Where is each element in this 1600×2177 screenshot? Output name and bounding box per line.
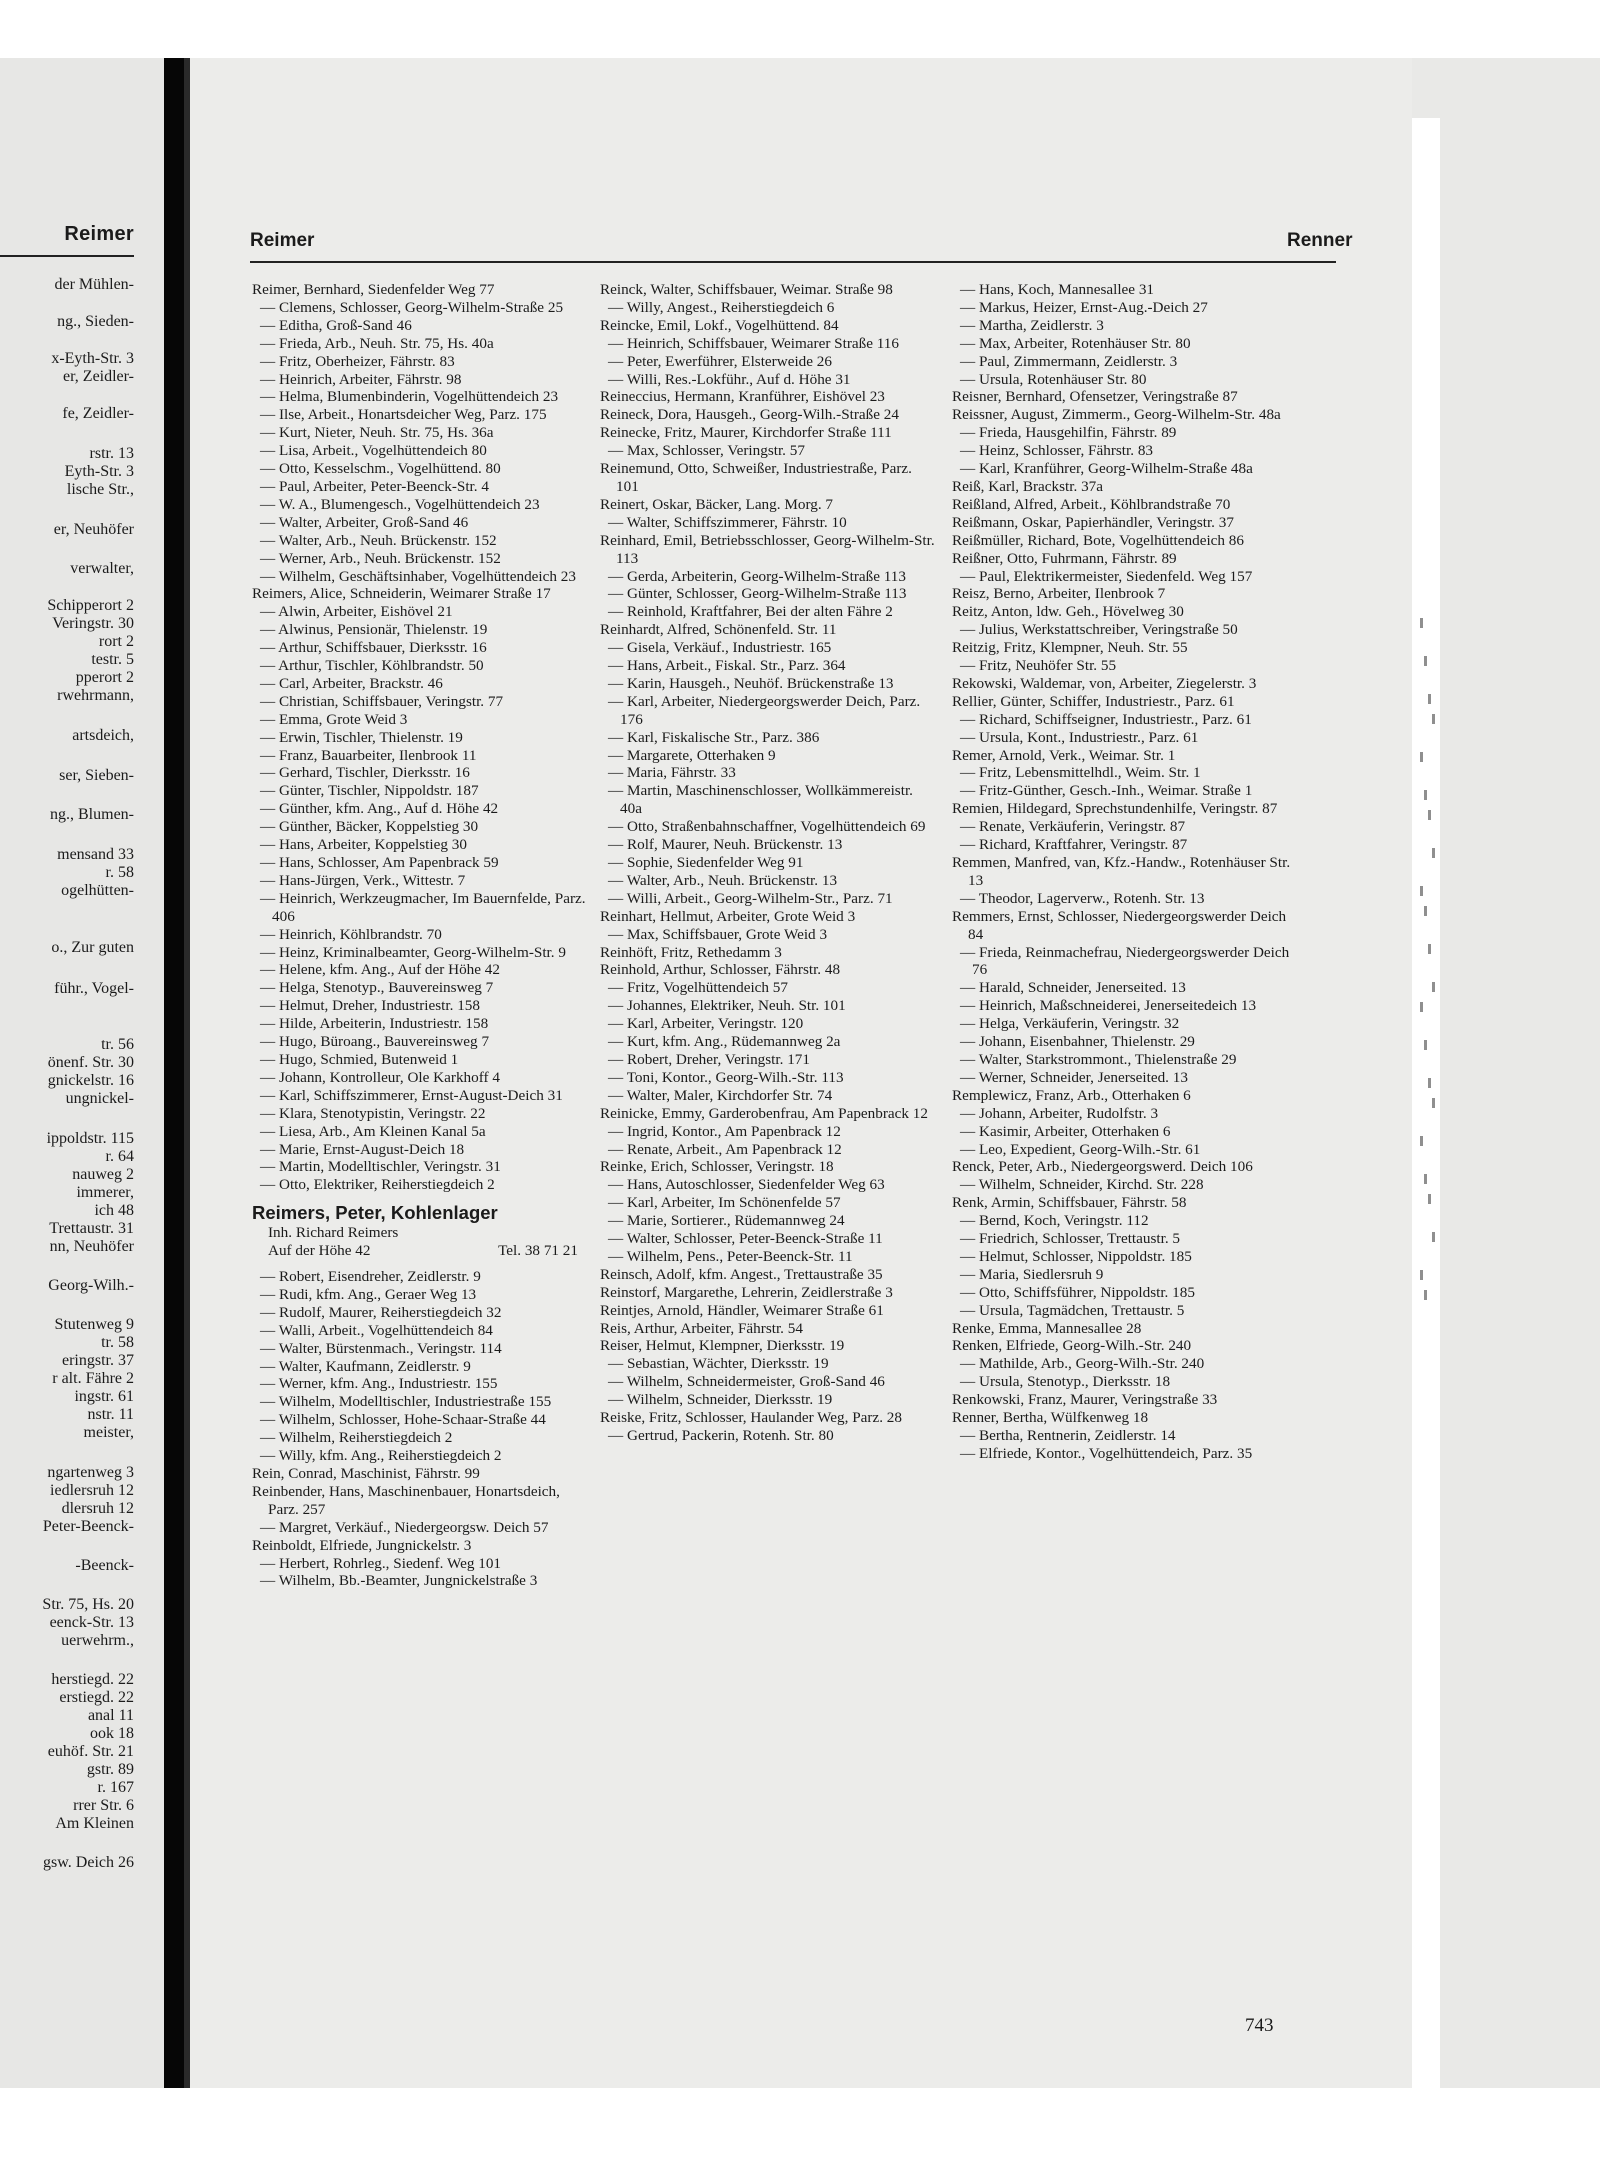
directory-subentry: — Fritz, Vogelhüttendeich 57 [608,979,788,997]
previous-page-fragment: Eyth-Str. 3 [64,463,134,480]
directory-entry: Renke, Emma, Mannesallee 28 [952,1319,1142,1337]
directory-subentry: — Peter, Ewerführer, Elsterweide 26 [608,352,832,370]
previous-page-fragment: dlersruh 12 [61,1500,134,1517]
directory-subentry: — Bernd, Koch, Veringstr. 112 [960,1212,1149,1230]
directory-subentry: — Karl, Arbeiter, Niedergeorgswerder Deich, Parz. 176 [608,692,921,728]
directory-subentry: — Renate, Arbeit., Am Papenbrack 12 [608,1140,842,1158]
directory-subentry: — Walter, Arbeiter, Groß-Sand 46 [260,513,469,531]
directory-subentry: — Heinrich, Werkzeugmacher, Im Bauernfelde, Parz. 406 [260,889,586,925]
previous-page-fragment: eringstr. 37 [62,1352,134,1369]
directory-subentry: — Frieda, Reinmachefrau, Niedergeorgswerder Deich 76 [960,943,1290,979]
directory-entry: Reineck, Dora, Hausgeh., Georg-Wilh.-Straße 24 [600,406,899,424]
previous-page-fragment: herstiegd. 22 [51,1671,134,1688]
previous-page-fragment: nn, Neuhöfer [49,1238,134,1255]
directory-subentry: — Kasimir, Arbeiter, Otterhaken 6 [960,1122,1171,1140]
directory-subentry: — Carl, Arbeiter, Brackstr. 46 [260,674,443,692]
previous-page-fragment: nauweg 2 [72,1166,134,1183]
previous-page-fragment: -Beenck- [75,1557,134,1574]
directory-subentry: — Willy, kfm. Ang., Reiherstiegdeich 2 [260,1447,502,1465]
directory-subentry: — Rudi, kfm. Ang., Geraer Weg 13 [260,1285,477,1303]
directory-entry: Reincke, Emil, Lokf., Vogelhüttend. 84 [600,316,839,334]
directory-subentry: — Marie, Sortierer., Rüdemannweg 24 [608,1212,845,1230]
previous-page-fragment: rort 2 [98,633,134,650]
directory-subentry: — Walter, Schlosser, Peter-Beenck-Straße 11 [608,1230,883,1248]
previous-page-fragment: gnickelstr. 16 [47,1072,134,1089]
directory-entry: Remmers, Ernst, Schlosser, Niedergeorgswerder Deich 84 [952,907,1287,943]
previous-page-fragment: uerwehrm., [61,1632,134,1649]
directory-subentry: — Maria, Siedlersruh 9 [960,1265,1104,1283]
bleed-mark [1424,790,1427,800]
previous-page-fragment: ook 18 [90,1725,134,1742]
directory-entry: Renner, Bertha, Wülfkenweg 18 [952,1409,1149,1427]
directory-subentry: — Hilde, Arbeiterin, Industriestr. 158 [260,1015,489,1033]
previous-page-fragment: önenf. Str. 30 [47,1054,134,1071]
directory-entry: Reinert, Oskar, Bäcker, Lang. Morg. 7 [600,495,834,513]
directory-subentry: — Hans, Arbeiter, Koppelstieg 30 [260,836,467,854]
directory-subentry: — Wilhelm, Modelltischler, Industriestraße 155 [260,1393,552,1411]
directory-subentry: — Otto, Elektriker, Reiherstiegdeich 2 [260,1176,495,1194]
previous-page-fragment: o., Zur guten [51,939,134,956]
previous-page-fragment: der Mühlen- [54,276,134,293]
directory-subentry: — Walter, Schiffszimmerer, Fährstr. 10 [608,513,847,531]
previous-page-fragment: mensand 33 [57,846,134,863]
directory-subentry: — Martha, Zeidlerstr. 3 [960,316,1104,334]
previous-page-fragment: iedlersruh 12 [50,1482,134,1499]
directory-subentry: — Ursula, Rotenhäuser Str. 80 [960,370,1147,388]
directory-subentry: — Christian, Schiffsbauer, Veringstr. 77 [260,692,504,710]
previous-page-fragment: erstiegd. 22 [59,1689,134,1706]
directory-entry: Reinboldt, Elfriede, Jungnickelstr. 3 [252,1536,472,1554]
previous-page-fragment: ng., Sieden- [57,313,134,330]
directory-subentry: — Martin, Maschinenschlosser, Wollkämmereistr. 40a [608,782,913,818]
previous-page-fragment: r. 167 [97,1779,134,1796]
column-1 [252,281,586,1590]
directory-subentry: — Wilhelm, Schneider, Dierksstr. 19 [608,1391,833,1409]
directory-subentry: — Johann, Kontrolleur, Ole Karkhoff 4 [260,1068,500,1086]
directory-entry: Reinck, Walter, Schiffsbauer, Weimar. Straße 98 [600,281,893,298]
directory-subentry: — Karin, Hausgeh., Neuhöf. Brückenstraße 13 [608,674,894,692]
directory-subentry: — Willi, Arbeit., Georg-Wilhelm-Str., Parz. 71 [608,889,893,907]
directory-subentry: — Richard, Kraftfahrer, Veringstr. 87 [960,836,1188,854]
directory-entry: Reinemund, Otto, Schweißer, Industriestraße, Parz. 101 [600,460,912,495]
directory-subentry: — Wilhelm, Reiherstiegdeich 2 [260,1429,453,1447]
previous-page-fragment: ogelhütten- [61,882,134,899]
directory-subentry: — Martin, Modelltischler, Veringstr. 31 [260,1158,501,1176]
directory-entry: Rellier, Günter, Schiffer, Industriestr., Parz. 61 [952,692,1235,710]
directory-subentry: — Margarete, Otterhaken 9 [608,746,776,764]
directory-entry: Reinhold, Arthur, Schlosser, Fährstr. 48 [600,961,841,979]
directory-entry: Reinsch, Adolf, kfm. Angest., Trettaustraße 35 [600,1265,883,1283]
directory-subentry: — Mathilde, Arb., Georg-Wilh.-Str. 240 [960,1355,1205,1373]
directory-subentry: — Günther, Bäcker, Koppelstieg 30 [260,818,479,836]
bleed-mark [1432,848,1435,858]
directory-subentry: — Heinrich, Arbeiter, Fährstr. 98 [260,370,462,388]
directory-subentry: — Helmut, Schlosser, Nippoldstr. 185 [960,1247,1192,1265]
previous-page-fragment: Trettaustr. 31 [49,1220,134,1237]
directory-subentry: — Fritz, Lebensmittelhdl., Weim. Str. 1 [960,764,1201,782]
directory-subentry: — Günter, Schlosser, Georg-Wilhelm-Straße 113 [608,585,907,603]
directory-subentry: — Helene, kfm. Ang., Auf der Höhe 42 [260,961,500,979]
directory-subentry: — Walter, Arb., Neuh. Brückenstr. 13 [608,871,838,889]
directory-entry: Reintjes, Arnold, Händler, Weimarer Straße 61 [600,1301,884,1319]
directory-subentry: — Heinrich, Maßschneiderei, Jenerseitedeich 13 [960,997,1257,1015]
directory-subentry: — Günther, kfm. Ang., Auf d. Höhe 42 [260,800,499,818]
directory-subentry: — Hugo, Schmied, Butenweid 1 [260,1050,459,1068]
directory-subentry: — Arthur, Tischler, Köhlbrandstr. 50 [260,657,484,675]
directory-entry: Renkowski, Franz, Maurer, Veringstraße 33 [952,1391,1218,1409]
next-page-bleed [1420,618,1444,1338]
directory-entry: Reinecke, Fritz, Maurer, Kirchdorfer Straße 111 [600,424,892,442]
directory-subentry: — Paul, Zimmermann, Zeidlerstr. 3 [960,352,1178,370]
previous-page-rule [0,255,134,257]
directory-subentry: — Karl, Kranführer, Georg-Wilhelm-Straße 48a [960,460,1253,478]
directory-subentry: — Sebastian, Wächter, Dierksstr. 19 [608,1355,829,1373]
previous-page-fragment: immerer, [76,1184,134,1201]
book-spine [164,58,184,2088]
directory-subentry: — Hans-Jürgen, Verk., Wittestr. 7 [260,871,466,889]
previous-page-fragment: Schipperort 2 [47,597,134,614]
directory-subentry: — Max, Schiffsbauer, Grote Weid 3 [608,925,828,943]
directory-subentry: — Bertha, Rentnerin, Zeidlerstr. 14 [960,1427,1176,1444]
directory-entry: Reineccius, Hermann, Kranführer, Eishövel 23 [600,388,885,406]
bleed-mark [1420,618,1423,628]
directory-subentry: — Hugo, Büroang., Bauvereinsweg 7 [260,1033,490,1051]
previous-page-fragment: anal 11 [87,1707,134,1724]
bleed-mark [1424,1174,1427,1184]
previous-page-fragment: rwehrmann, [57,687,134,704]
directory-entry: Remplewicz, Franz, Arb., Otterhaken 6 [952,1086,1191,1104]
directory-subentry: — Wilhelm, Schneider, Kirchd. Str. 228 [960,1176,1204,1194]
directory-subentry: — Heinrich, Köhlbrandstr. 70 [260,925,442,943]
previous-page-fragment: rrer Str. 6 [73,1797,134,1814]
directory-subentry: — Walter, Arb., Neuh. Brückenstr. 152 [260,531,497,549]
directory-subentry: — Herbert, Rohrleg., Siedenf. Weg 101 [260,1554,502,1572]
directory-subentry: — Walter, Starkstrommont., Thielenstraße 29 [960,1050,1237,1068]
directory-subentry: — W. A., Blumengesch., Vogelhüttendeich 23 [260,495,540,513]
bleed-mark [1420,752,1423,762]
directory-subentry: — Wilhelm, Geschäftsinhaber, Vogelhüttendeich 23 [260,567,576,585]
directory-subentry: — Ursula, Stenotyp., Dierksstr. 18 [960,1373,1171,1391]
directory-subentry: — Richard, Schiffseigner, Industriestr., Parz. 61 [960,710,1252,728]
directory-subentry: — Wilhelm, Schneidermeister, Groß-Sand 46 [608,1373,885,1391]
directory-subentry: — Paul, Elektrikermeister, Siedenfeld. Weg 157 [960,567,1253,585]
directory-subentry: — Robert, Dreher, Veringstr. 171 [608,1050,810,1068]
directory-entry: Reißland, Alfred, Arbeit., Köhlbrandstraße 70 [952,495,1231,513]
firm-listing [252,1202,586,1260]
directory-subentry: — Ilse, Arbeit., Honartsdeicher Weg, Parz. 175 [260,406,547,424]
directory-subentry: — Max, Schlosser, Veringstr. 57 [608,442,805,460]
previous-page-fragment: verwalter, [70,560,134,577]
directory-subentry: — Johann, Eisenbahner, Thielenstr. 29 [960,1033,1195,1051]
firm-address-line [252,1242,586,1260]
previous-page-fragment: pperort 2 [75,669,134,686]
previous-page-fragment: gsw. Deich 26 [43,1854,134,1871]
directory-subentry: — Editha, Groß-Sand 46 [260,316,412,334]
previous-page-fragment: fe, Zeidler- [62,405,134,422]
directory-page [190,58,1412,2088]
directory-subentry: — Harald, Schneider, Jenerseited. 13 [960,979,1186,997]
previous-page-fragment: ngartenweg 3 [47,1464,134,1481]
directory-subentry: — Rudolf, Maurer, Reiherstiegdeich 32 [260,1303,502,1321]
directory-subentry: — Werner, Schneider, Jenerseited. 13 [960,1068,1188,1086]
directory-subentry: — Gerhard, Tischler, Dierksstr. 16 [260,764,470,782]
directory-subentry: — Emma, Grote Weid 3 [260,710,408,728]
book-scan [0,58,1600,2088]
directory-entry: Reimers, Alice, Schneiderin, Weimarer Straße 17 [252,585,551,603]
bleed-mark [1432,714,1435,724]
directory-subentry: — Lisa, Arbeit., Vogelhüttendeich 80 [260,442,487,460]
directory-subentry: — Fritz, Neuhöfer Str. 55 [960,657,1117,675]
header-rule [250,261,1336,263]
header-right: Renner [1287,230,1353,251]
directory-subentry: — Hans, Koch, Mannesallee 31 [960,281,1155,298]
directory-subentry: — Werner, kfm. Ang., Industriestr. 155 [260,1375,498,1393]
previous-page-fragment: ng., Blumen- [50,806,134,823]
directory-subentry: — Rolf, Maurer, Neuh. Brückenstr. 13 [608,836,843,854]
directory-entry: Reinicke, Emmy, Garderobenfrau, Am Papenbrack 12 [600,1104,928,1122]
directory-subentry: — Frieda, Arb., Neuh. Str. 75, Hs. 40a [260,334,494,352]
directory-entry: Reiß, Karl, Brackstr. 37a [952,477,1103,495]
directory-entry: Reisner, Bernhard, Ofensetzer, Veringstraße 87 [952,388,1238,406]
previous-page-fragment: nstr. 11 [87,1406,134,1423]
directory-subentry: — Wilhelm, Pens., Peter-Beenck-Str. 11 [608,1247,853,1265]
directory-subentry: — Willi, Res.-Lokführ., Auf d. Höhe 31 [608,370,851,388]
directory-entry: Reißmann, Oskar, Papierhändler, Veringstr. 37 [952,513,1234,531]
bleed-mark [1428,1194,1431,1204]
directory-subentry: — Fritz, Oberheizer, Fährstr. 83 [260,352,455,370]
directory-subentry: — Klara, Stenotypistin, Veringstr. 22 [260,1104,486,1122]
previous-page-fragment: er, Zeidler- [63,368,134,385]
directory-subentry: — Willy, Angest., Reiherstiegdeich 6 [608,298,835,316]
directory-subentry: — Elfriede, Kontor., Vogelhüttendeich, Parz. 35 [960,1444,1253,1462]
previous-page-margin [0,58,186,2088]
previous-page-fragment: euhöf. Str. 21 [47,1743,134,1760]
directory-subentry: — Margret, Verkäuf., Niedergeorgsw. Deich 57 [260,1518,549,1536]
previous-page-fragment: er, Neuhöfer [53,521,134,538]
directory-entry: Reinke, Erich, Schlosser, Veringstr. 18 [600,1158,834,1176]
directory-entry: Renck, Peter, Arb., Niedergeorgswerd. Deich 106 [952,1158,1253,1176]
directory-subentry: — Erwin, Tischler, Thielenstr. 19 [260,728,463,746]
previous-page-fragment: gstr. 89 [86,1761,134,1778]
bleed-mark [1420,1136,1423,1146]
directory-subentry: — Wilhelm, Schlosser, Hohe-Schaar-Straße 44 [260,1411,546,1429]
directory-entry: Reitzig, Fritz, Klempner, Neuh. Str. 55 [952,639,1188,657]
previous-page-fragment: x-Eyth-Str. 3 [51,350,134,367]
directory-entry: Rein, Conrad, Maschinist, Fährstr. 99 [252,1465,480,1482]
directory-subentry: — Clemens, Schlosser, Georg-Wilhelm-Straße 25 [260,298,564,316]
directory-entry: Renk, Armin, Schiffsbauer, Fährstr. 58 [952,1194,1187,1212]
directory-entry: Remmen, Manfred, van, Kfz.-Handw., Rotenhäuser Str. 13 [952,854,1291,889]
directory-subentry: — Heinz, Schlosser, Fährstr. 83 [960,442,1154,460]
directory-entry: Rekowski, Waldemar, von, Arbeiter, Ziegelerstr. 3 [952,674,1257,692]
directory-entry: Reis, Arthur, Arbeiter, Fährstr. 54 [600,1319,803,1337]
directory-subentry: — Walter, Maler, Kirchdorfer Str. 74 [608,1086,833,1104]
directory-subentry: — Frieda, Hausgehilfin, Fährstr. 89 [960,424,1177,442]
previous-page-fragment: ungnickel- [65,1090,134,1107]
directory-subentry: — Helmut, Dreher, Industriestr. 158 [260,997,480,1015]
previous-page-fragment: r alt. Fähre 2 [52,1370,134,1387]
directory-entry: Reissner, August, Zimmerm., Georg-Wilhelm-Str. 48a [952,406,1281,424]
directory-subentry: — Hans, Arbeit., Fiskal. Str., Parz. 364 [608,657,846,675]
previous-page-fragment: Stutenweg 9 [54,1316,134,1333]
bleed-mark [1428,810,1431,820]
directory-subentry: — Heinz, Kriminalbeamter, Georg-Wilhelm-Str. 9 [260,943,566,961]
previous-page-fragment: ippoldstr. 115 [46,1130,134,1147]
bleed-mark [1424,1290,1427,1300]
directory-subentry: — Karl, Schiffszimmerer, Ernst-August-Deich 31 [260,1086,563,1104]
directory-subentry: — Günter, Tischler, Nippoldstr. 187 [260,782,479,800]
directory-subentry: — Wilhelm, Bb.-Beamter, Jungnickelstraße 3 [260,1572,538,1590]
directory-subentry: — Marie, Ernst-August-Deich 18 [260,1140,465,1158]
bleed-mark [1432,982,1435,992]
directory-subentry: — Helga, Verkäuferin, Veringstr. 32 [960,1015,1180,1033]
firm-telephone: Tel. 38 71 21 [498,1242,578,1260]
previous-page-fragment: meister, [83,1424,134,1441]
directory-subentry: — Julius, Werkstattschreiber, Veringstraße 50 [960,621,1238,639]
directory-subentry: — Friedrich, Schlosser, Trettaustr. 5 [960,1230,1181,1248]
firm-name: Reimers, Peter, Kohlenlager [252,1202,498,1224]
directory-entry: Reisz, Berno, Arbeiter, Ilenbrook 7 [952,585,1166,603]
directory-subentry: — Walter, Kaufmann, Zeidlerstr. 9 [260,1357,471,1375]
header-left: Reimer [250,230,315,251]
directory-subentry: — Theodor, Lagerverw., Rotenh. Str. 13 [960,889,1205,907]
bleed-mark [1424,656,1427,666]
directory-entry: Reinhardt, Alfred, Schönenfeld. Str. 11 [600,621,837,639]
previous-page-fragment: rstr. 13 [89,445,134,462]
directory-subentry: — Karl, Arbeiter, Veringstr. 120 [608,1015,804,1033]
directory-subentry: — Walter, Bürstenmach., Veringstr. 114 [260,1339,502,1357]
directory-entry: Reinhard, Emil, Betriebsschlosser, Georg-Wilhelm-Str. 113 [600,531,935,567]
directory-entry: Remer, Arnold, Verk., Weimar. Str. 1 [952,746,1176,764]
column-3 [952,281,1292,1463]
directory-subentry: — Kurt, Nieter, Neuh. Str. 75, Hs. 36a [260,424,494,442]
directory-subentry: — Kurt, kfm. Ang., Rüdemannweg 2a [608,1033,841,1051]
directory-subentry: — Johannes, Elektriker, Neuh. Str. 101 [608,997,846,1015]
previous-page-fragment: tr. 58 [101,1334,134,1351]
directory-subentry: — Helma, Blumenbinderin, Vogelhüttendeich 23 [260,388,559,406]
bleed-mark [1424,1040,1427,1050]
previous-page-fragment: testr. 5 [91,651,134,668]
directory-subentry: — Johann, Arbeiter, Rudolfstr. 3 [960,1104,1159,1122]
bleed-mark [1432,1098,1435,1108]
directory-subentry: — Renate, Verkäuferin, Veringstr. 87 [960,818,1186,836]
directory-subentry: — Otto, Straßenbahnschaffner, Vogelhüttendeich 69 [608,818,926,836]
directory-entry: Remien, Hildegard, Sprechstundenhilfe, Veringstr. 87 [952,800,1278,818]
directory-subentry: — Heinrich, Schiffsbauer, Weimarer Straße 116 [608,334,899,352]
directory-subentry: — Walli, Arbeit., Vogelhüttendeich 84 [260,1321,493,1339]
directory-subentry: — Gertrud, Packerin, Rotenh. Str. 80 [608,1427,834,1444]
directory-subentry: — Hans, Schlosser, Am Papenbrack 59 [260,854,499,871]
directory-entry: Reitz, Anton, ldw. Geh., Hövelweg 30 [952,603,1184,621]
previous-page-fragment: führ., Vogel- [54,980,134,997]
directory-entry: Renken, Elfriede, Georg-Wilh.-Str. 240 [952,1337,1192,1355]
directory-subentry: — Gisela, Verkäuf., Industriestr. 165 [608,639,832,657]
directory-entry: Reinhöft, Fritz, Rethedamm 3 [600,943,782,961]
directory-subentry: — Gerda, Arbeiterin, Georg-Wilhelm-Straße 113 [608,567,906,585]
previous-page-header: Reimer [64,223,134,245]
previous-page-fragment: eenck-Str. 13 [49,1614,134,1631]
previous-page-fragment: tr. 56 [101,1036,134,1053]
directory-subentry: — Maria, Fährstr. 33 [608,764,736,782]
bleed-mark [1432,1232,1435,1242]
directory-subentry: — Max, Arbeiter, Rotenhäuser Str. 80 [960,334,1191,352]
bleed-mark [1428,1078,1431,1088]
previous-page-fragment: artsdeich, [72,727,134,744]
directory-subentry: — Ursula, Kont., Industriestr., Parz. 61 [960,728,1199,746]
directory-subentry: — Reinhold, Kraftfahrer, Bei der alten Fähre 2 [608,603,893,621]
previous-page-fragment: Am Kleinen [55,1815,134,1832]
previous-page-fragment: Str. 75, Hs. 20 [42,1596,134,1613]
directory-subentry: — Franz, Bauarbeiter, Ilenbrook 11 [260,746,477,764]
directory-entry: Reißmüller, Richard, Bote, Vogelhüttendeich 86 [952,531,1244,549]
directory-subentry: — Helga, Stenotyp., Bauvereinsweg 7 [260,979,494,997]
previous-page-fragment: ingstr. 61 [74,1388,134,1405]
directory-subentry: — Otto, Schiffsführer, Nippoldstr. 185 [960,1283,1195,1301]
directory-entry: Reinstorf, Margarethe, Lehrerin, Zeidlerstraße 3 [600,1283,893,1301]
directory-subentry: — Alwinus, Pensionär, Thielenstr. 19 [260,621,488,639]
directory-subentry: — Markus, Heizer, Ernst-Aug.-Deich 27 [960,298,1208,316]
directory-entry: Reißner, Otto, Fuhrmann, Fährstr. 89 [952,549,1177,567]
page-number: 743 [1245,2015,1274,2036]
directory-subentry: — Ingrid, Kontor., Am Papenbrack 12 [608,1122,841,1140]
directory-subentry: — Alwin, Arbeiter, Eishövel 21 [260,603,453,621]
directory-entry: Reinbender, Hans, Maschinenbauer, Honartsdeich, Parz. 257 [252,1482,560,1518]
firm-address: Auf der Höhe 42 [268,1242,371,1260]
directory-subentry: — Robert, Eisendreher, Zeidlerstr. 9 [260,1268,481,1286]
directory-subentry: — Ursula, Tagmädchen, Trettaustr. 5 [960,1301,1185,1319]
bleed-mark [1420,1002,1423,1012]
directory-subentry: — Fritz-Günther, Gesch.-Inh., Weimar. Straße 1 [960,782,1253,800]
directory-subentry: — Toni, Kontor., Georg-Wilh.-Str. 113 [608,1068,844,1086]
column-2 [600,281,938,1445]
bleed-mark [1424,906,1427,916]
directory-subentry: — Otto, Kesselschm., Vogelhüttend. 80 [260,460,501,478]
directory-subentry: — Arthur, Schiffsbauer, Dierksstr. 16 [260,639,487,657]
directory-subentry: — Paul, Arbeiter, Peter-Beenck-Str. 4 [260,477,489,495]
firm-owner: Inh. Richard Reimers [268,1224,399,1242]
previous-page-fragment: Veringstr. 30 [52,615,134,632]
previous-page-fragment: r. 58 [105,864,134,881]
bleed-mark [1428,944,1431,954]
previous-page-fragment: ich 48 [94,1202,134,1219]
bleed-mark [1428,694,1431,704]
directory-subentry: — Leo, Expedient, Georg-Wilh.-Str. 61 [960,1140,1201,1158]
previous-page-fragment: Peter-Beenck- [42,1518,134,1535]
previous-page-fragment: lische Str., [66,481,134,498]
directory-subentry: — Werner, Arb., Neuh. Brückenstr. 152 [260,549,501,567]
bleed-mark [1420,886,1423,896]
directory-subentry: — Sophie, Siedenfelder Weg 91 [608,854,804,871]
directory-entry: Reinhart, Hellmut, Arbeiter, Grote Weid 3 [600,907,856,925]
previous-page-fragment: r. 64 [105,1148,134,1165]
directory-entry: Reiser, Helmut, Klempner, Dierksstr. 19 [600,1337,845,1355]
directory-entry: Reimer, Bernhard, Siedenfelder Weg 77 [252,281,495,298]
directory-entry: Reiske, Fritz, Schlosser, Haulander Weg, Parz. 28 [600,1409,902,1427]
directory-subentry: — Karl, Fiskalische Str., Parz. 386 [608,728,820,746]
directory-subentry: — Karl, Arbeiter, Im Schönenfelde 57 [608,1194,841,1212]
directory-subentry: — Liesa, Arb., Am Kleinen Kanal 5a [260,1122,486,1140]
bleed-mark [1420,1270,1423,1280]
previous-page-fragment: ser, Sieben- [59,767,134,784]
directory-subentry: — Hans, Autoschlosser, Siedenfelder Weg 63 [608,1176,885,1194]
previous-page-fragment: Georg-Wilh.- [48,1277,134,1294]
